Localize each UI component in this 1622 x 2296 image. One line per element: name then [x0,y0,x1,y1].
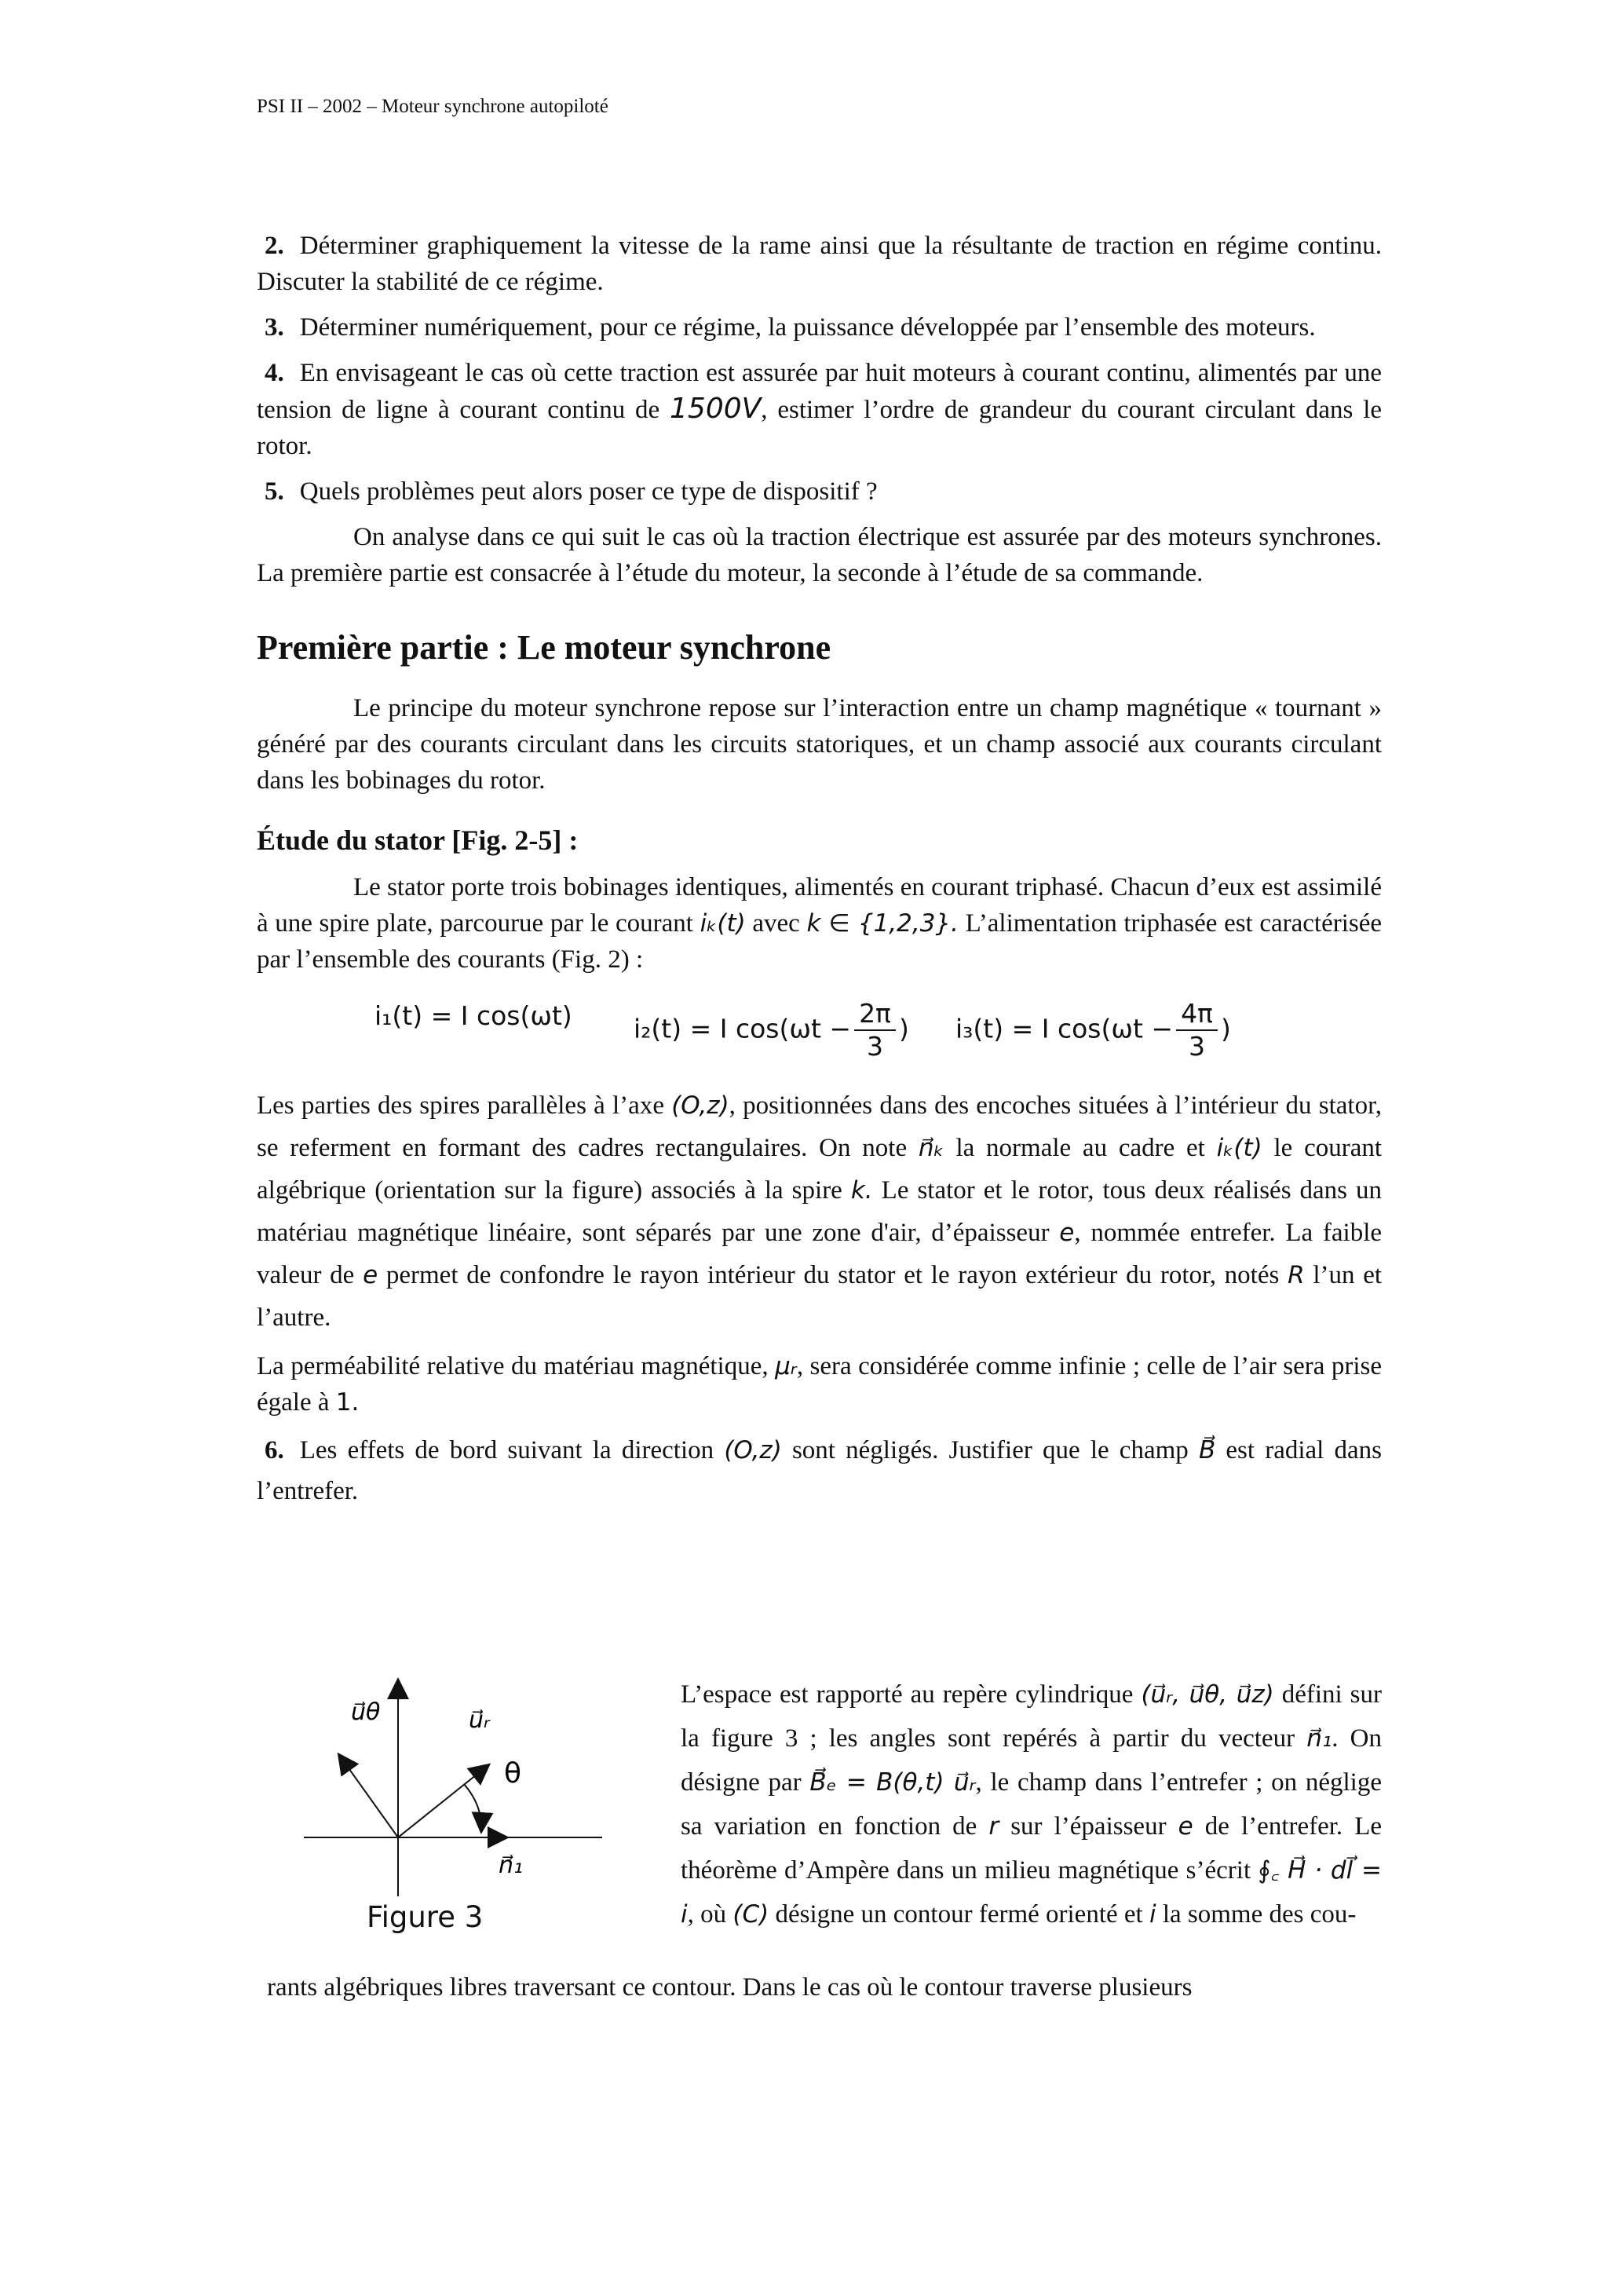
figure-3-diagram [296,1665,610,1900]
ik-symbol: iₖ(t) [700,909,746,938]
current-equations [257,987,1382,1073]
voltage-value: 1500V [670,393,762,425]
figure-3-block [257,1649,1382,1994]
theta-arc [464,1784,481,1831]
permeability-paragraph: La perméabilité relative du matériau magnétique, μᵣ, sera considérée comme infinie ; celle de l’air sera prise égale à 1. [257,1352,1383,1417]
question-2: 2. Déterminer graphiquement la vitesse de la rame ainsi que la résultante de traction en régime continu. Discuter la stabilité de ce régime. [257,232,1382,296]
fraction-4pi-3: $\frac{4\pi}{3}$ [1176,998,1218,1062]
principle-paragraph: Le principe du moteur synchrone repose sur l’interaction entre un champ magnétique « tournant » généré par des courants circulant dans les circuits statoriques, et un champ associé aux courants circulant dans les bobinages du rotor. [257,694,1382,795]
k-set: k ∈ {1,2,3}. [806,909,959,938]
label-ur: u⃗ᵣ [469,1706,490,1734]
part1-title: Première partie : Le moteur synchrone [257,628,831,667]
stator-heading: Étude du stator [Fig. 2-5] : [257,824,579,856]
question-4: 4. En envisageant le cas où cette traction est assurée par huit moteurs à courant continu, alimentés par une tension de ligne à courant continu de 1500V, estimer l’ordre de grandeur du courant circulant dans le rotor. [257,359,1383,460]
question-3: 3. Déterminer numériquement, pour ce régime, la puissance développée par l’ensemble des moteurs. [265,313,1316,342]
fraction-2pi-3: $\frac{2\pi}{3}$ [854,998,896,1062]
question-5: 5. Quels problèmes peut alors poser ce type de dispositif ? [265,477,878,506]
stator-paragraph: Le stator porte trois bobinages identiques, alimentés en courant triphasé. Chacun d’eux est assimilé à une spire plate, parcourue par le courant iₖ(t) avec k ∈ {1,2,3}. L’alimentation triphasée est caractérisée par l’ensemble des courants (Fig. 2) : [257,873,1383,974]
ampere-theorem: ∮꜀ H⃗ · dl⃗ = i [681,1856,1382,1929]
main-text [257,228,1382,1521]
label-theta: θ [504,1757,522,1790]
question-6: 6. Les effets de bord suivant la direction (O,z) sont négligés. Justifier que le champ B⃗ est radial dans l’entrefer. [257,1436,1383,1505]
equation-i1: i₁(t) = I cos(ωt) [374,1000,572,1031]
figure-side-text: L’espace est rapporté au repère cylindrique (u⃗ᵣ, u⃗θ, u⃗z) défini sur la figure 3 ; les angles sont repérés à partir du vecteur n⃗₁. On désigne par B⃗ₑ = B(θ,t) u⃗ᵣ, le champ dans l’entrefer ; on néglige sa variation en fonction de r sur l’épaisseur e de l’entrefer. Le théorème d’Ampère dans un milieu magnétique s’écrit ∮꜀ H⃗ · dl⃗ = i, où (C) désigne un contour fermé orienté et i la somme des cou- [681,1680,1383,1929]
equation-i2: i₂(t) = I cos(ωt − $\frac{2\pi}{3}$ ) [634,998,909,1062]
intro-paragraph: On analyse dans ce qui suit le cas où la traction électrique est assurée par des moteurs synchrones. La première partie est consacrée à l’étude du moteur, la seconde à l’étude de sa commande. [257,523,1382,587]
continuation-text: rants algébriques libres traversant ce contour. Dans le cas où le contour traverse plusieurs [267,1973,1193,2002]
figure-3-caption: Figure 3 [367,1900,484,1934]
label-n1: n⃗₁ [499,1852,524,1879]
spires-paragraph: Les parties des spires parallèles à l’axe (O,z), positionnées dans des encoches situées à l’intérieur du stator, se referment en formant des cadres rectangulaires. On note n⃗ₖ la normale au cadre et iₖ(t) le courant algébrique (orientation sur la figure) associés à la spire k. Le stator et le rotor, tous deux réalisés dans un matériau magnétique linéaire, sont séparés par une zone d'air, d’épaisseur e, nommée entrefer. La faible valeur de e permet de confondre le rayon intérieur du stator et le rayon extérieur du rotor, notés R l’un et l’autre. [257,1091,1383,1332]
equation-i3: i₃(t) = I cos(ωt − $\frac{4\pi}{3}$ ) [955,998,1231,1062]
page-header: PSI II – 2002 – Moteur synchrone autopiloté [257,96,608,117]
label-utheta: u⃗θ [351,1698,381,1726]
utheta-vector [339,1755,398,1837]
